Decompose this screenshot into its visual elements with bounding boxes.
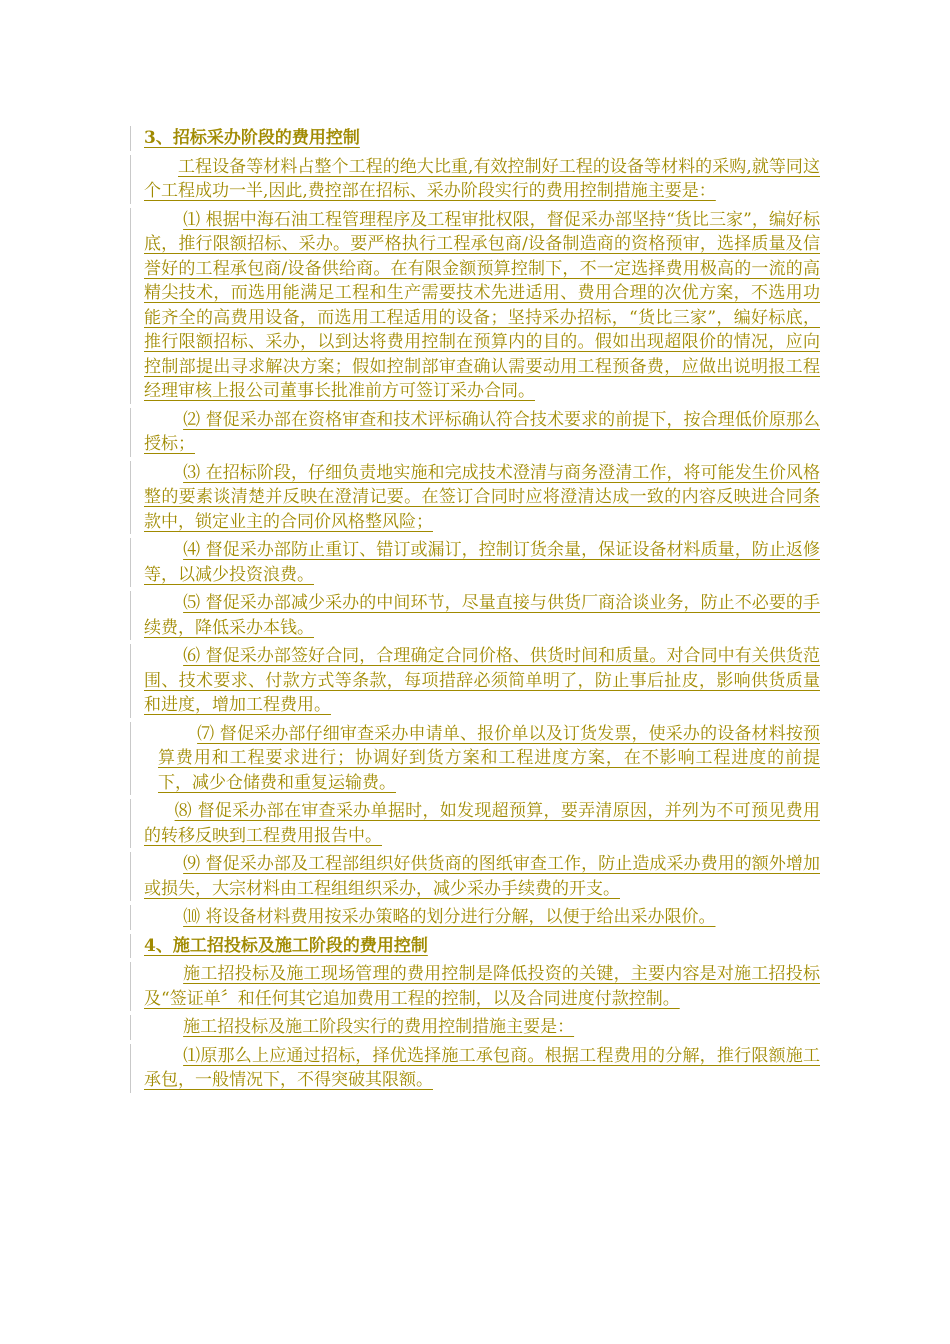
paragraph-text: ⑵ 督促采办部在资格审查和技术评标确认符合技术要求的前提下，按合理低价原那么授标； bbox=[144, 409, 820, 454]
paragraph bbox=[130, 538, 820, 587]
paragraph bbox=[130, 408, 820, 457]
paragraph bbox=[130, 905, 820, 930]
paragraph bbox=[130, 644, 820, 718]
paragraph bbox=[130, 722, 820, 796]
paragraph bbox=[130, 852, 820, 901]
paragraph bbox=[130, 208, 820, 404]
section-heading-text: 4、施工招投标及施工阶段的费用控制 bbox=[144, 935, 428, 956]
paragraph bbox=[130, 461, 820, 535]
paragraph bbox=[130, 591, 820, 640]
paragraph-text: ⑴原那么上应通过招标，择优选择施工承包商。根据工程费用的分解，推行限额施工承包，一般情况下，不得突破其限额。 bbox=[144, 1045, 820, 1090]
paragraph-text: 工程设备等材料占整个工程的绝大比重,有效控制好工程的设备等材料的采购,就等同这个工程成功一半,因此,费控部在招标、采办阶段实行的费用控制措施主要是： bbox=[144, 156, 820, 201]
section-heading bbox=[130, 934, 820, 959]
paragraph-text: ⑴ 根据中海石油工程管理程序及工程审批权限，督促采办部坚持“货比三家”，编好标底，推行限额招标、采办。要严格执行工程承包商/设备制造商的资格预审，选择质量及信誉好的工程承包商/设备供给商。在有限金额预算控制下，不一定选择费用极高的一流的高精尖技术，而选用能满足工程和生产需要技术先进适用、费用合理的次优方案，不选用功能齐全的高费用设备，而选用工程适用的设备；坚持采办招标，“货比三家”，编好标底，推行限额招标、采办，以到达将费用控制在预算内的目的。假如出现超限价的情况，应向控制部提出寻求解决方案；假如控制部审查确认需要动用工程预备费，应做出说明报工程经理审核上报公司董事长批准前方可签订采办合同。 bbox=[144, 209, 820, 401]
paragraph-text: ⑻ 督促采办部在审查采办单据时，如发现超预算，要弄清原因，并列为不可预见费用的转移反映到工程费用报告中。 bbox=[144, 801, 820, 846]
paragraph-text: ⑽ 将设备材料费用按采办策略的划分进行分解，以便于给出采办限价。 bbox=[183, 907, 716, 927]
paragraph-text: ⑼ 督促采办部及工程部组织好供货商的图纸审查工作，防止造成采办费用的额外增加或损失，大宗材料由工程组组织采办，减少采办手续费的开支。 bbox=[144, 854, 820, 899]
paragraph-text: ⑶ 在招标阶段，仔细负责地实施和完成技术澄清与商务澄清工作，将可能发生价风格整的要素谈清楚并反映在澄清记要。在签订合同时应将澄清达成一致的内容反映进合同条款中，锁定业主的合同价风格整风险； bbox=[144, 462, 820, 532]
paragraph-text: 施工招投标及施工现场管理的费用控制是降低投资的关键，主要内容是对施工招投标及“签证单〞和任何其它追加费用工程的控制，以及合同进度付款控制。 bbox=[144, 964, 820, 1009]
paragraph bbox=[130, 1044, 820, 1093]
section-heading bbox=[130, 126, 820, 151]
paragraph-text: ⑷ 督促采办部防止重订、错订或漏订，控制订货余量，保证设备材料质量，防止返修等，以减少投资浪费。 bbox=[144, 540, 820, 585]
paragraph bbox=[130, 1015, 820, 1040]
paragraph bbox=[130, 962, 820, 1011]
section-heading-text: 3、招标采办阶段的费用控制 bbox=[144, 128, 360, 148]
paragraph-text: ⑸ 督促采办部减少采办的中间环节，尽量直接与供货厂商洽谈业务，防止不必要的手续费，降低采办本钱。 bbox=[144, 593, 820, 638]
paragraph-text: ⑹ 督促采办部签好合同，合理确定合同价格、供货时间和质量。对合同中有关供货范围、技术要求、付款方式等条款，每项措辞必须简单明了，防止事后扯皮，影响供货质量和进度，增加工程费用。 bbox=[144, 646, 820, 715]
paragraph-text: ⑺ 督促采办部仔细审查采办申请单、报价单以及订货发票，使采办的设备材料按预算费用和工程要求进行；协调好到货方案和工程进度方案，在不影响工程进度的前提下，减少仓储费和重复运输费。 bbox=[158, 723, 820, 793]
paragraph bbox=[130, 799, 820, 848]
document-body bbox=[130, 126, 820, 1097]
paragraph bbox=[130, 155, 820, 204]
paragraph-text: 施工招投标及施工阶段实行的费用控制措施主要是： bbox=[183, 1017, 575, 1037]
